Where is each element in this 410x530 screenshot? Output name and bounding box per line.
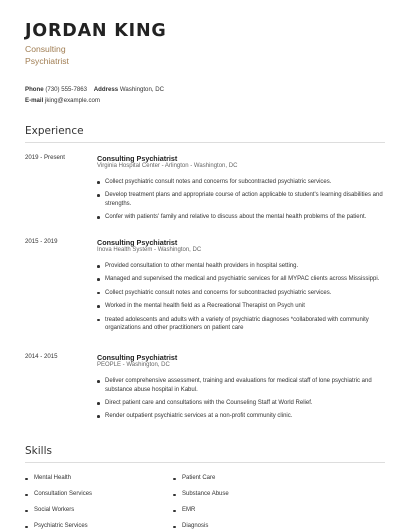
job-title-line-1: Consulting (25, 44, 66, 54)
job-bullet: Develop treatment plans and appropriate course of action applicable to student's learning disabilities and strengths. (97, 191, 387, 208)
contact-row-1 (25, 86, 164, 93)
job-bullet: Confer with patients' family and relative to discuss about the mental health problems of the patient. (97, 213, 387, 222)
job-bullet: Provided consultation to other mental health providers in hospital setting. (97, 262, 387, 271)
job-bullet: treated adolescents and adults with a variety of psychiatric diagnoses *collaborated with community organizations and other practitioners on patient care (97, 316, 387, 333)
job-bullet: Managed and supervised the medical and psychiatric services for all MYPAC clients across Mississippi. (97, 275, 387, 284)
job-bullet: Render outpatient psychiatric services at a non-profit community clinic. (97, 412, 387, 421)
job-employer: PEOPLE - Washington, DC (97, 362, 170, 368)
skill-item: EMR (173, 507, 195, 513)
skill-item: Diagnosis (173, 523, 208, 529)
job-bullets (97, 262, 387, 338)
job-title: Consulting Psychiatrist (97, 353, 178, 362)
phone-value: (730) 555-7863 (45, 86, 87, 93)
candidate-name: JORDAN KING (25, 21, 167, 41)
phone-label: Phone (25, 86, 44, 93)
job-employer: Virginia Hospital Center - Arlington - Washington, DC (97, 163, 238, 169)
skill-item: Substance Abuse (173, 491, 229, 497)
experience-heading: Experience (25, 125, 84, 137)
job-bullet: Collect psychiatric consult notes and concerns for subcontracted psychiatric services. (97, 178, 387, 187)
job-employer: Inova Health System - Washington, DC (97, 247, 202, 253)
job-bullets (97, 377, 387, 426)
experience-divider (25, 142, 385, 143)
skills-divider (25, 462, 385, 463)
skill-item: Patient Care (173, 475, 215, 481)
skills-heading: Skills (25, 445, 52, 457)
job-dates: 2014 - 2015 (25, 353, 58, 360)
job-title: Consulting Psychiatrist (97, 238, 178, 247)
skill-item: Psychiatric Services (25, 523, 88, 529)
job-bullet: Worked in the mental health field as a Recreational Therapist on Psych unit (97, 302, 387, 311)
job-bullets (97, 178, 387, 227)
address-label: Address (93, 86, 119, 93)
skill-item: Mental Health (25, 475, 71, 481)
email-value: jking@example.com (45, 97, 100, 104)
job-dates: 2015 - 2019 (25, 238, 58, 245)
email-label: E-mail (25, 97, 44, 104)
job-dates: 2019 - Present (25, 154, 65, 161)
job-bullet: Deliver comprehensive assessment, training and evaluations for medical staff of lone psychiatric and substance abuse hospital in Kabul. (97, 377, 387, 394)
contact-row-2 (25, 97, 100, 104)
skill-item: Social Workers (25, 507, 74, 513)
job-bullet: Direct patient care and consultations with the Counseling Staff at World Relief. (97, 399, 387, 408)
job-title-line-2: Psychiatrist (25, 56, 69, 66)
skill-item: Consultation Services (25, 491, 92, 497)
address-value: Washington, DC (119, 86, 165, 93)
job-bullet: Collect psychiatric consult notes and concerns for subcontracted psychiatric services. (97, 289, 387, 298)
job-title: Consulting Psychiatrist (97, 154, 178, 163)
